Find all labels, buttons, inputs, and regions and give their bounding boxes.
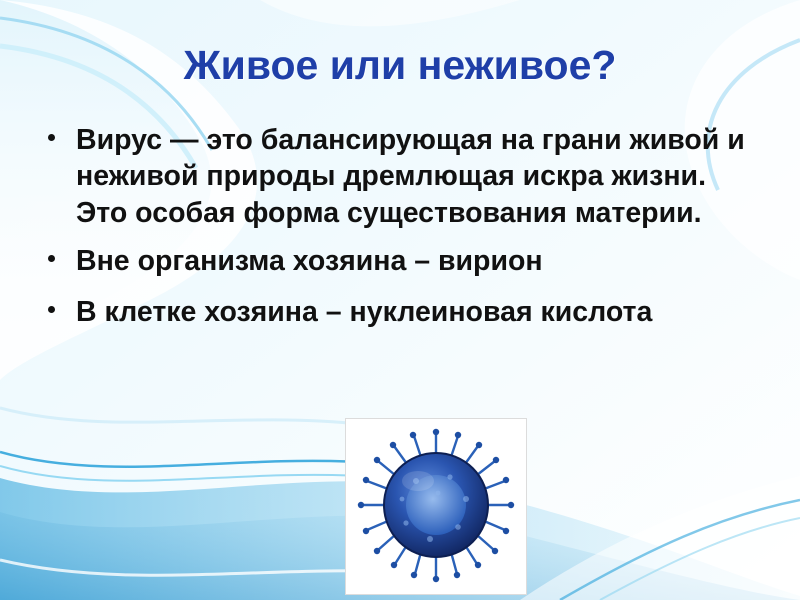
slide-title: Живое или неживое? [183, 42, 617, 88]
bullet-dot-icon [48, 306, 55, 313]
bullet-list [34, 122, 764, 340]
list-item [34, 243, 764, 279]
bullet-dot-icon [48, 255, 55, 262]
list-item-text: Вне организма хозяина – вирион [76, 245, 543, 278]
list-item-text: Вирус — это балансирующая на грани живой и неживой природы дремлющая искра жизни. Это особая форма существования материи. [76, 124, 745, 229]
bullet-dot-icon [48, 134, 55, 141]
list-item-text: В клетке хозяина – нуклеиновая кислота [76, 295, 653, 328]
list-item [34, 122, 764, 231]
virus-image [345, 418, 527, 595]
list-item [34, 294, 764, 330]
